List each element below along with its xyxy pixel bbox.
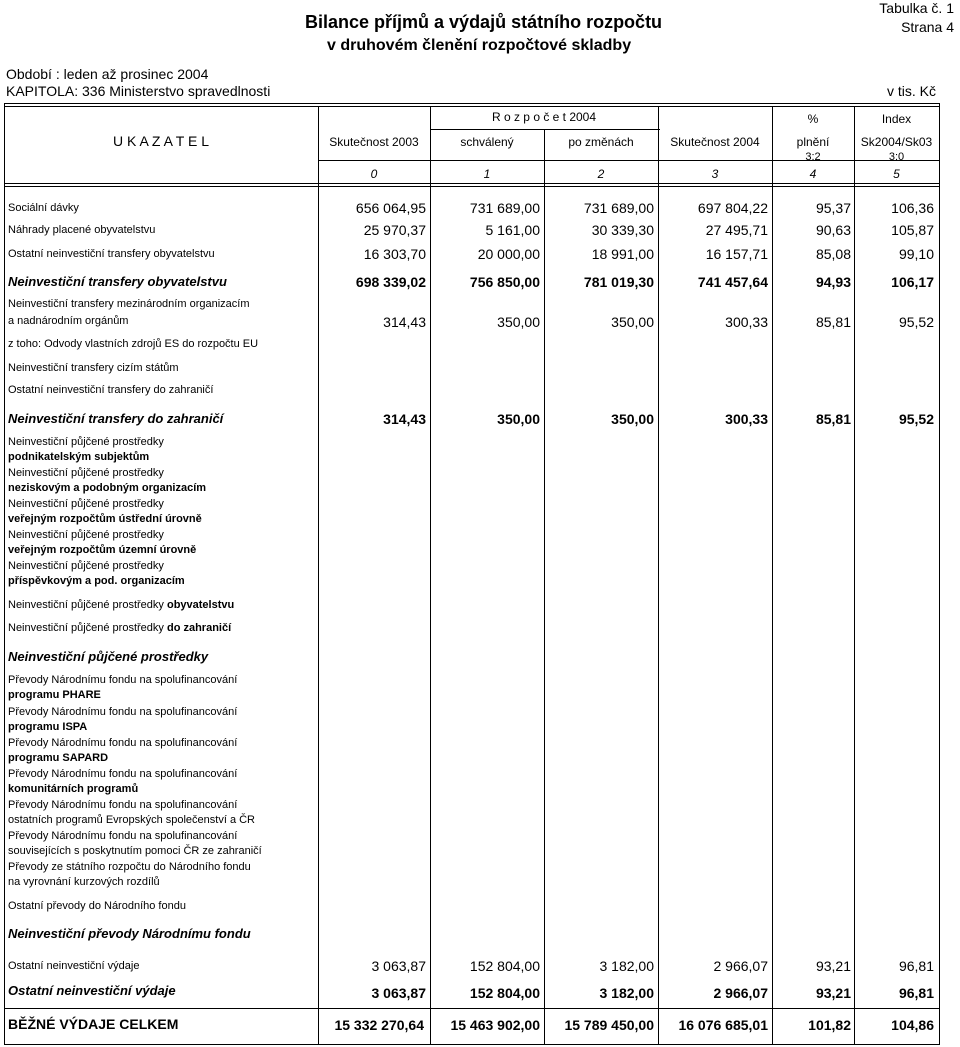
header-bottom-border-inner <box>4 186 940 187</box>
cell: 731 689,00 <box>583 200 654 216</box>
cell: 106,17 <box>891 274 934 290</box>
cell: 314,43 <box>383 314 426 330</box>
row-label-intl-orgs: Neinvestiční transfery mezinárodním organizacím <box>8 298 250 310</box>
col-header-ukazatel: U K A Z A T E L <box>113 133 209 149</box>
loan-label-target: neziskovým a podobným organizacím <box>8 482 207 494</box>
page-number: Strana 4 <box>901 19 954 35</box>
transfer-label: Převody Národnímu fondu na spolufinancování <box>8 706 238 718</box>
cell: 741 457,64 <box>697 274 768 290</box>
cell: 350,00 <box>611 314 654 330</box>
transfer-label-target: programu ISPA <box>8 721 88 733</box>
cell: 3 063,87 <box>371 958 426 974</box>
cell: 93,21 <box>815 985 851 1001</box>
cell: 16 076 685,01 <box>678 1017 768 1033</box>
cell: 104,86 <box>891 1017 934 1033</box>
row-label-fund-transfers-total: Neinvestiční převody Národnímu fondu <box>8 926 251 941</box>
cell: 94,93 <box>815 274 851 290</box>
transfer-label: Převody Národnímu fondu na spolufinancování <box>8 768 238 780</box>
cell: 300,33 <box>725 411 768 427</box>
col-header-4: plnění <box>796 135 830 149</box>
row-label-transfers-abroad: Neinvestiční transfery do zahraničí <box>8 411 224 426</box>
cell: 3 182,00 <box>599 958 654 974</box>
cell: 27 495,71 <box>705 222 768 238</box>
loan-label: Neinvestiční půjčené prostředky <box>8 467 164 479</box>
col-header-3: Skutečnost 2004 <box>670 135 760 149</box>
col-divider-2 <box>544 129 545 1044</box>
col-sub-4: 3:2 <box>805 151 821 163</box>
col-header-budget: R o z p o č e t 2004 <box>491 110 597 124</box>
transfer-label-target: na vyrovnání kurzových rozdílů <box>8 876 160 888</box>
col-num-4: 4 <box>809 167 817 181</box>
cell: 2 966,07 <box>713 958 768 974</box>
transfer-label: Převody Národnímu fondu na spolufinancování <box>8 799 238 811</box>
table-bottom-border <box>4 1044 940 1045</box>
row-label-other-expenses: Ostatní neinvestiční výdaje <box>8 960 140 972</box>
cell: 99,10 <box>898 246 934 262</box>
cell: 15 789 450,00 <box>564 1017 654 1033</box>
cell: 697 804,22 <box>697 200 768 216</box>
col-sub-5: 3:0 <box>888 151 905 163</box>
cell: 90,63 <box>815 222 851 238</box>
table-right-border <box>939 103 940 1045</box>
cell: 106,36 <box>891 200 934 216</box>
col-num-3: 3 <box>711 167 719 181</box>
cell: 105,87 <box>891 222 934 238</box>
transfer-label-target: komunitárních programů <box>8 783 139 795</box>
cell: 15 332 270,64 <box>334 1017 424 1033</box>
loan-abroad-prefix: Neinvestiční půjčené prostředky <box>8 622 167 634</box>
cell: 20 000,00 <box>477 246 540 262</box>
cell: 3 182,00 <box>599 985 654 1001</box>
cell: 93,21 <box>815 958 851 974</box>
col-divider-5 <box>854 106 855 1044</box>
chapter-label: KAPITOLA: 336 Ministerstvo spravedlnosti <box>6 83 271 99</box>
cell: 30 339,30 <box>591 222 654 238</box>
cell: 300,33 <box>725 314 768 330</box>
loan-population-target: obyvatelstvu <box>166 599 235 611</box>
col-divider-1 <box>430 106 431 1044</box>
cell: 15 463 902,00 <box>450 1017 540 1033</box>
loan-abroad-row <box>8 622 231 634</box>
loan-abroad-target: do zahraničí <box>166 622 232 634</box>
col-divider-3 <box>658 106 659 1044</box>
loan-label-target: veřejným rozpočtům územní úrovně <box>8 544 197 556</box>
loan-population-prefix: Neinvestiční půjčené prostředky <box>8 599 167 611</box>
period-label: Období : leden až prosinec 2004 <box>6 66 209 82</box>
table-top-border-inner <box>4 106 940 107</box>
row-label-transfers-population: Neinvestiční transfery obyvatelstvu <box>8 274 227 289</box>
col-header-pct: % <box>807 112 819 126</box>
table-number: Tabulka č. 1 <box>879 0 954 16</box>
header-bottom-border <box>4 183 940 184</box>
col-header-index: Index <box>881 112 912 126</box>
transfer-label: Převody Národnímu fondu na spolufinancování <box>8 737 238 749</box>
loan-label: Neinvestiční půjčené prostředky <box>8 436 164 448</box>
transfer-label-target: programu SAPARD <box>8 752 109 764</box>
cell: 756 850,00 <box>469 274 540 290</box>
loan-label-target: veřejným rozpočtům ústřední úrovně <box>8 513 202 525</box>
row-label-grand-total: BĚŽNÉ VÝDAJE CELKEM <box>8 1016 179 1032</box>
loan-population-row <box>8 599 234 611</box>
cell: 3 063,87 <box>371 985 426 1001</box>
row-label-compensation: Náhrady placené obyvatelstvu <box>8 224 156 236</box>
table-top-border <box>4 103 940 104</box>
row-label-loans-total: Neinvestiční půjčené prostředky <box>8 649 209 664</box>
col-num-0: 0 <box>370 167 378 181</box>
transfer-label-target: ostatních programů Evropských společenství a ČR <box>8 814 256 826</box>
cell: 25 970,37 <box>363 222 426 238</box>
col-header-2: po změnách <box>568 135 634 149</box>
row-label-other-abroad: Ostatní neinvestiční transfery do zahraničí <box>8 384 214 396</box>
loan-label: Neinvestiční půjčené prostředky <box>8 498 164 510</box>
transfer-label: Převody Národnímu fondu na spolufinancování <box>8 674 238 686</box>
col-header-1: schválený <box>460 135 514 149</box>
total-separator <box>4 1008 940 1009</box>
loan-label-target: příspěvkovým a pod. organizacím <box>8 575 185 587</box>
cell: 656 064,95 <box>355 200 426 216</box>
cell: 698 339,02 <box>355 274 426 290</box>
report-subtitle: v druhovém členění rozpočtové skladby <box>327 37 632 54</box>
units-label: v tis. Kč <box>886 83 936 99</box>
cell: 96,81 <box>898 985 934 1001</box>
cell: 152 804,00 <box>469 985 540 1001</box>
row-label-social-benefits: Sociální dávky <box>8 202 79 214</box>
cell: 350,00 <box>611 411 654 427</box>
col-header-0: Skutečnost 2003 <box>329 135 419 149</box>
report-title: Bilance příjmů a výdajů státního rozpočtu <box>305 12 663 32</box>
cell: 85,81 <box>815 411 851 427</box>
row-label-eu-contributions: z toho: Odvody vlastních zdrojů ES do rozpočtu EU <box>8 338 259 350</box>
transfer-label-target: souvisejících s poskytnutím pomoci ČR ze zahraničí <box>8 845 262 857</box>
loan-label-target: podnikatelským subjektům <box>8 451 150 463</box>
row-label-other-expenses-total: Ostatní neinvestiční výdaje <box>8 983 176 998</box>
cell: 350,00 <box>497 314 540 330</box>
cell: 16 303,70 <box>363 246 426 262</box>
cell: 95,37 <box>815 200 851 216</box>
row-label-foreign-states: Neinvestiční transfery cizím státům <box>8 362 179 374</box>
loan-label: Neinvestiční půjčené prostředky <box>8 529 164 541</box>
col-num-1: 1 <box>483 167 491 181</box>
col-divider-0 <box>318 106 319 1044</box>
transfer-label-target: programu PHARE <box>8 689 101 701</box>
row-label-other-fund-transfers: Ostatní převody do Národního fondu <box>8 900 186 912</box>
row-label-other-transfers: Ostatní neinvestiční transfery obyvatelstvu <box>8 248 215 260</box>
cell: 101,82 <box>808 1017 851 1033</box>
cell: 314,43 <box>383 411 426 427</box>
cell: 96,81 <box>898 958 934 974</box>
cell: 2 966,07 <box>713 985 768 1001</box>
cell: 95,52 <box>898 411 934 427</box>
col-num-5: 5 <box>893 167 900 181</box>
cell: 731 689,00 <box>469 200 540 216</box>
col-header-5: Sk2004/Sk03 <box>860 135 933 149</box>
cell: 350,00 <box>497 411 540 427</box>
row-label-intl-orgs-2: a nadnárodním orgánům <box>8 315 129 327</box>
col-num-2: 2 <box>597 167 605 181</box>
cell: 18 991,00 <box>591 246 654 262</box>
loan-label: Neinvestiční půjčené prostředky <box>8 560 164 572</box>
table-left-border <box>4 103 5 1045</box>
cell: 95,52 <box>898 314 934 330</box>
cell: 5 161,00 <box>485 222 540 238</box>
cell: 781 019,30 <box>583 274 654 290</box>
cell: 152 804,00 <box>469 958 540 974</box>
col-divider-4 <box>772 106 773 1044</box>
transfer-label: Převody ze státního rozpočtu do Národního fondu <box>8 861 251 873</box>
cell: 85,81 <box>815 314 851 330</box>
cell: 16 157,71 <box>705 246 768 262</box>
cell: 85,08 <box>815 246 851 262</box>
budget-group-line <box>430 129 660 130</box>
transfer-label: Převody Národnímu fondu na spolufinancování <box>8 830 238 842</box>
